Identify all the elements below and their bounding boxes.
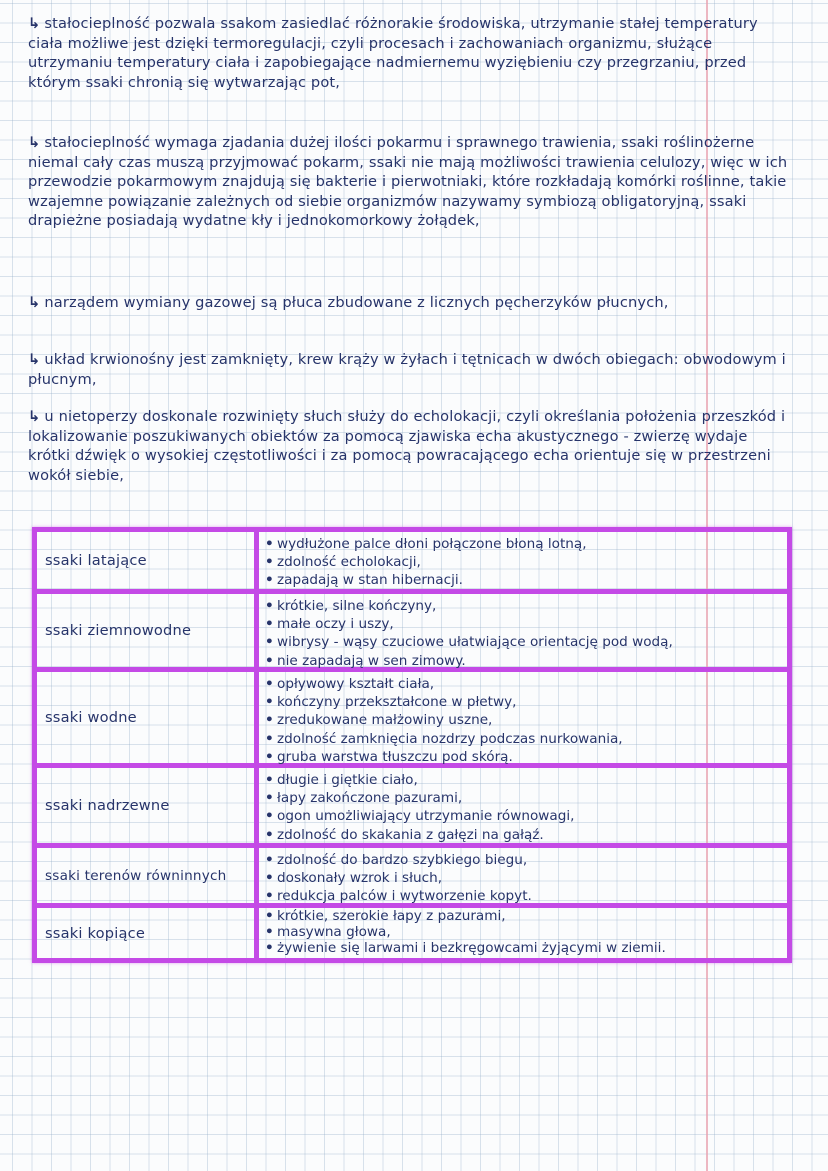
note-paragraph-echolocation xyxy=(28,407,791,485)
note-paragraph-circulation xyxy=(28,350,791,389)
note-paragraph-thermoregulation xyxy=(28,14,788,92)
table-row xyxy=(37,594,787,672)
row-label: ssaki nadrzewne xyxy=(37,768,259,843)
note-paragraph-digestion xyxy=(28,133,793,231)
table-row xyxy=(37,848,787,908)
row-label: ssaki terenów równinnych xyxy=(37,848,259,903)
row-label: ssaki kopiące xyxy=(37,908,259,958)
paragraph-text: stałocieplność wymaga zjadania dużej ilości pokarmu i sprawnego trawienia, ssaki roślinożerne niemal cały czas muszą przyjmować pokarm, ssaki nie mają możliwości trawienia celulozy, więc w ich przewodzie pokarmowym znajdują się bakterie i pierwotniaki, które rozkładają komórki roślinne, takie wzajemne powiązanie zależnych od siebie organizmów nazywamy symbiozą obligatoryjną, ssaki drapieżne posiadają wydatne kły i jednokomorkowy żołądek, xyxy=(28,134,793,229)
list-item: • długie i giętkie ciało, xyxy=(265,771,787,789)
list-item: • wydłużone palce dłoni połączone błoną lotną, xyxy=(265,535,787,553)
row-items xyxy=(259,848,787,903)
table-row xyxy=(37,908,787,958)
list-item: • zapadają w stan hibernacji. xyxy=(265,571,787,589)
note-paragraph-lungs xyxy=(28,293,788,313)
list-item: • redukcja palców i wytworzenie kopyt. xyxy=(265,887,787,905)
row-items xyxy=(259,532,787,589)
list-item: • zredukowane małżowiny uszne, xyxy=(265,711,787,729)
bullet-arrow-icon: ↳ xyxy=(28,408,41,425)
row-items xyxy=(259,908,787,958)
list-item: • doskonały wzrok i słuch, xyxy=(265,869,787,887)
list-item: • zdolność do skakania z gałęzi na gałąź. xyxy=(265,826,787,844)
bullet-arrow-icon: ↳ xyxy=(28,15,41,32)
list-item: • ogon umożliwiający utrzymanie równowagi, xyxy=(265,807,787,825)
list-item: • kończyny przekształcone w płetwy, xyxy=(265,693,787,711)
mammal-adaptations-table xyxy=(32,527,792,963)
row-label: ssaki latające xyxy=(37,532,259,589)
list-item: • opływowy kształt ciała, xyxy=(265,675,787,693)
paragraph-text: u nietoperzy doskonale rozwinięty słuch służy do echolokacji, czyli określania położenia przeszkód i lokalizowanie poszukiwanych obiektów za pomocą zjawiska echa akustycznego - zwierzę wydaje krótki dźwięk o wysokiej częstotliwości i za pomocą powracającego echa orientuje się w przestrzeni wokół siebie, xyxy=(28,408,791,484)
list-item: • gruba warstwa tłuszczu pod skórą. xyxy=(265,748,787,766)
list-item: • masywna głowa, xyxy=(265,924,787,940)
list-item: • żywienie się larwami i bezkręgowcami żyjącymi w ziemii. xyxy=(265,940,787,956)
bullet-arrow-icon: ↳ xyxy=(28,351,41,368)
list-item: • wibrysy - wąsy czuciowe ułatwiające orientację pod wodą, xyxy=(265,633,787,651)
row-items xyxy=(259,594,787,667)
list-item: • zdolność do bardzo szybkiego biegu, xyxy=(265,851,787,869)
paragraph-text: układ krwionośny jest zamknięty, krew krąży w żyłach i tętnicach w dwóch obiegach: obwodowym i płucnym, xyxy=(28,351,791,388)
bullet-arrow-icon: ↳ xyxy=(28,294,41,311)
table-row xyxy=(37,672,787,768)
list-item: • małe oczy i uszy, xyxy=(265,615,787,633)
bullet-arrow-icon: ↳ xyxy=(28,134,41,151)
table-row xyxy=(37,768,787,848)
table-row xyxy=(37,532,787,594)
list-item: • łapy zakończone pazurami, xyxy=(265,789,787,807)
list-item: • krótkie, silne kończyny, xyxy=(265,597,787,615)
list-item: • nie zapadają w sen zimowy. xyxy=(265,652,787,670)
paragraph-text: narządem wymiany gazowej są płuca zbudowane z licznych pęcherzyków płucnych, xyxy=(44,294,669,311)
list-item: • zdolność echolokacji, xyxy=(265,553,787,571)
row-label: ssaki ziemnowodne xyxy=(37,594,259,667)
row-items xyxy=(259,768,787,843)
row-items xyxy=(259,672,787,763)
list-item: • krótkie, szerokie łapy z pazurami, xyxy=(265,908,787,924)
row-label: ssaki wodne xyxy=(37,672,259,763)
list-item: • zdolność zamknięcia nozdrzy podczas nurkowania, xyxy=(265,730,787,748)
paragraph-text: stałocieplność pozwala ssakom zasiedlać różnorakie środowiska, utrzymanie stałej temperatury ciała możliwe jest dzięki termoregulacji, czyli procesach i zachowaniach organizmu, służące utrzymaniu temperatury ciała i zapobiegające nadmiernemu wyziębieniu czy przegrzaniu, przed którym ssaki chronią się wytwarzając pot, xyxy=(28,15,763,91)
